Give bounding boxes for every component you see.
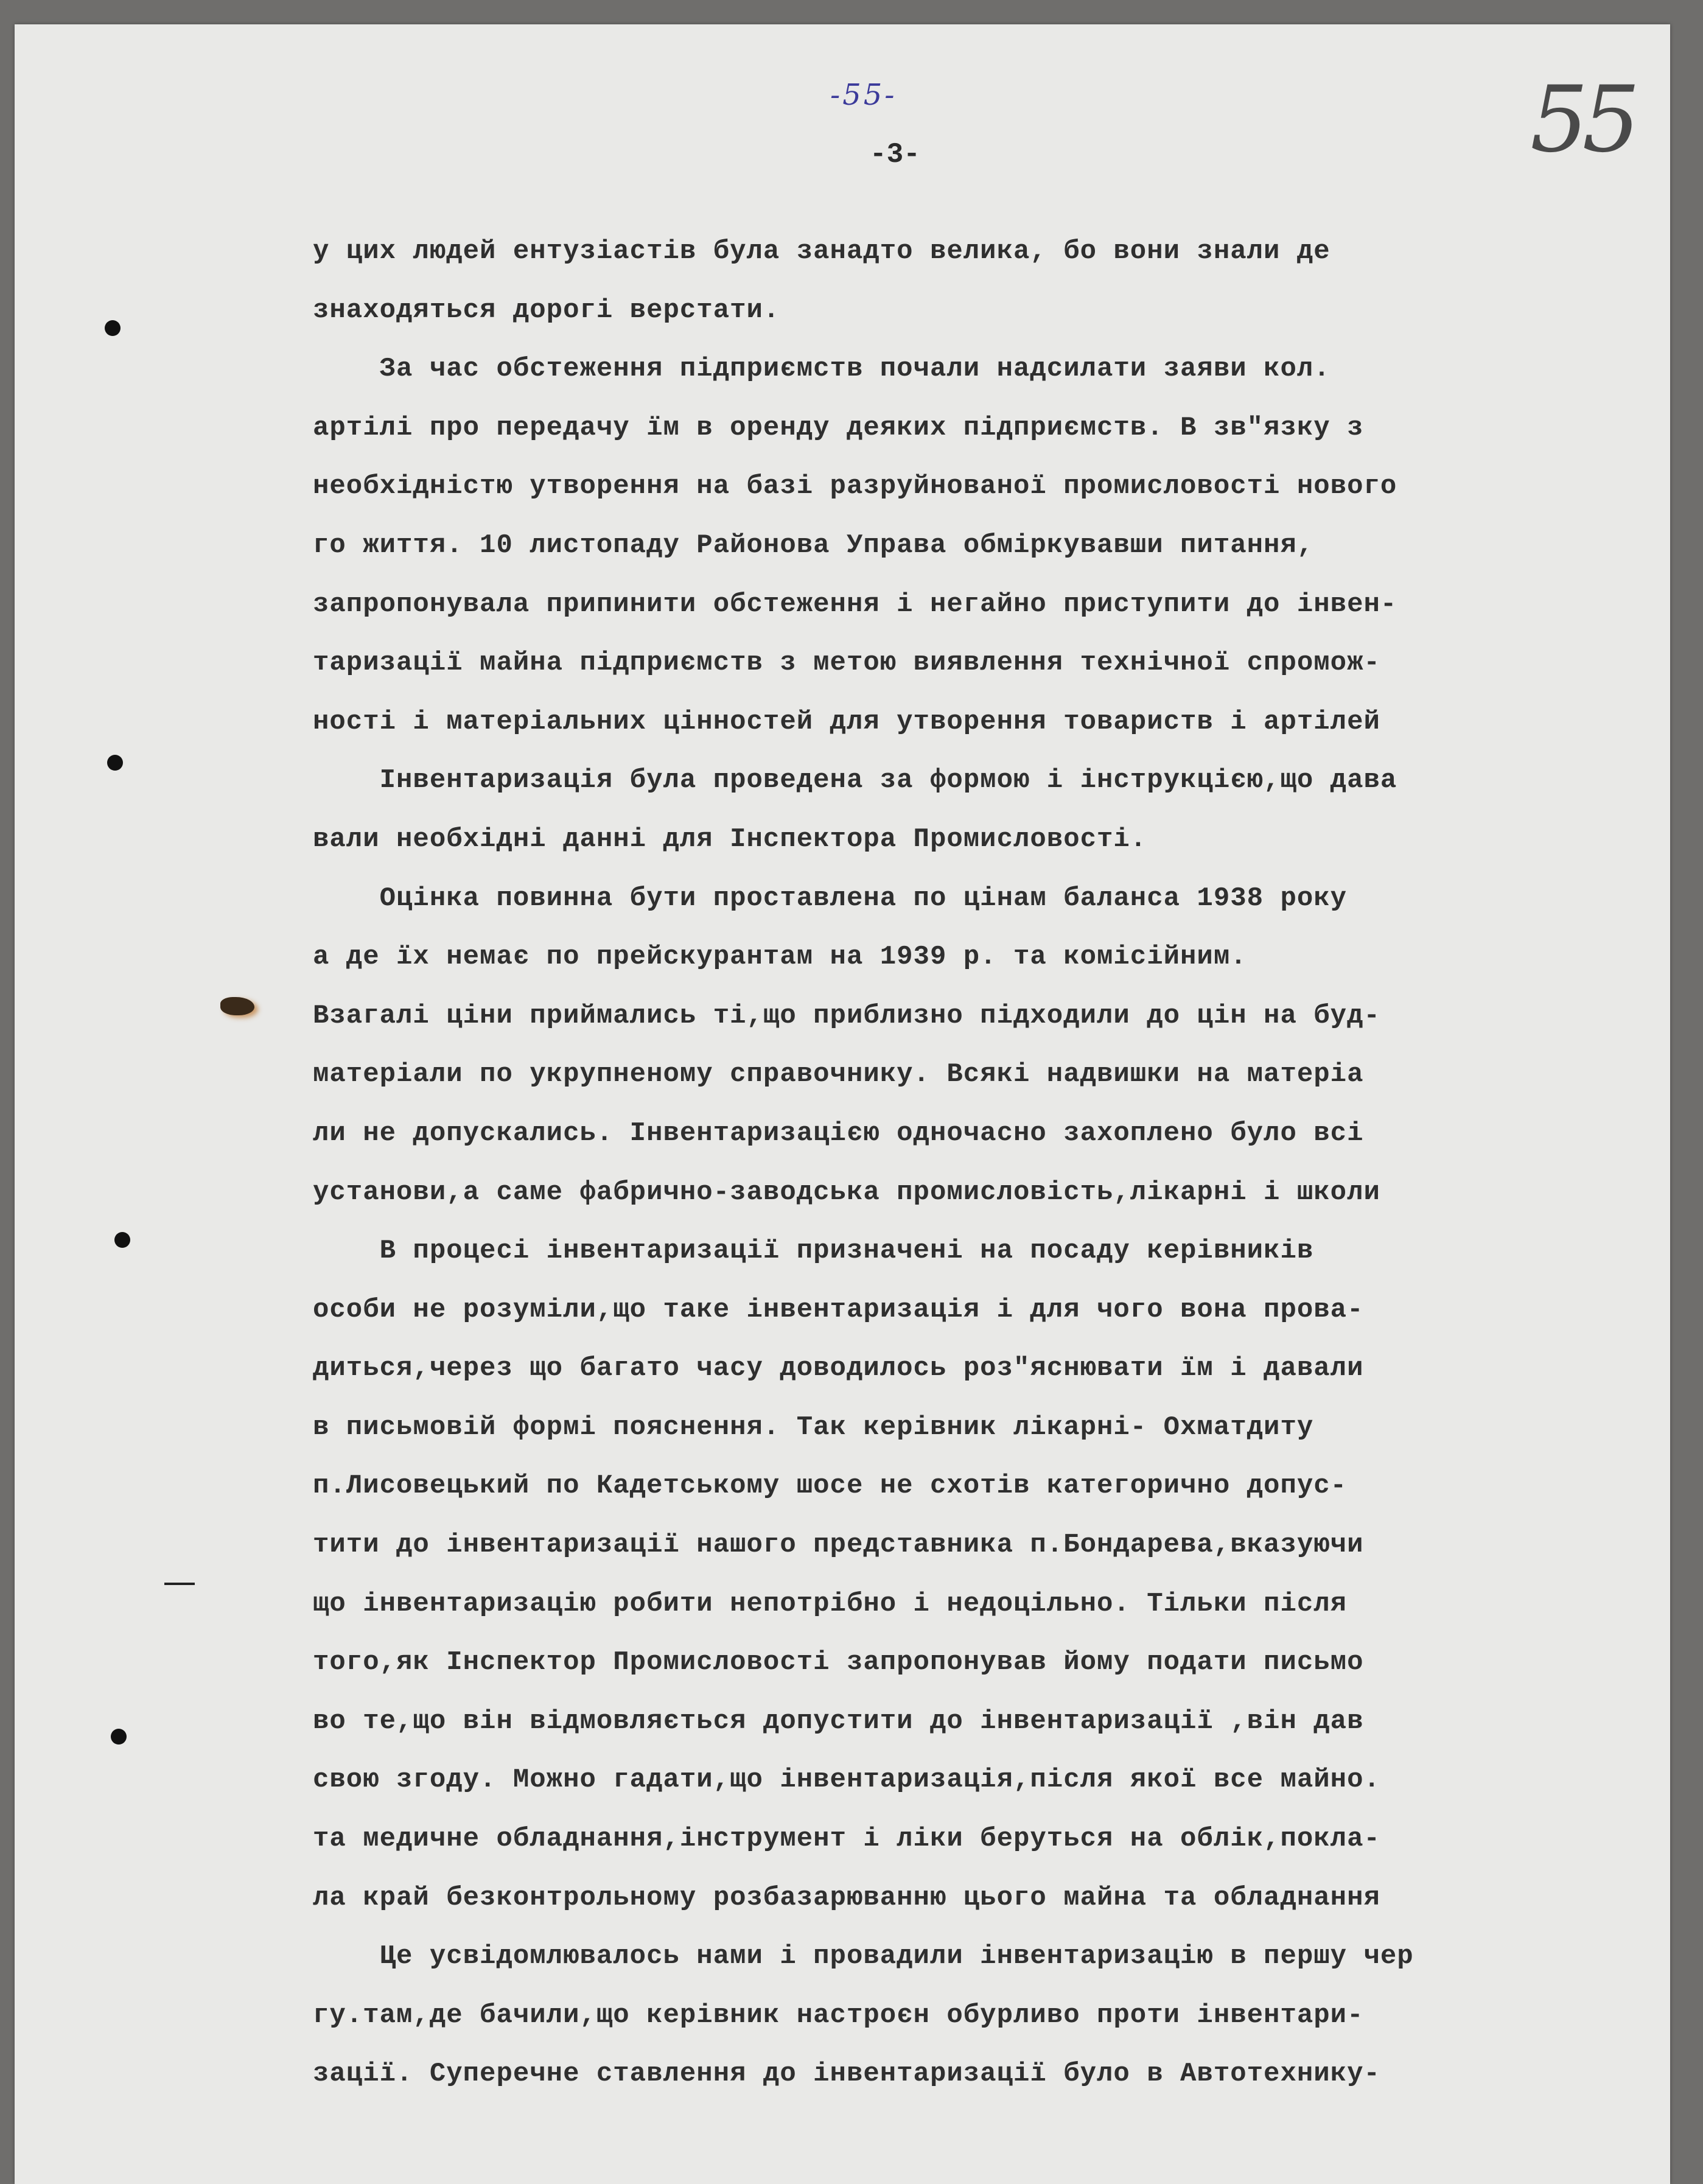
text-line: установи,а саме фабрично-заводська промисловість,лікарні і школи: [313, 1177, 1380, 1208]
text-line: ли не допускались. Інвентаризацією одночасно захоплено було всі: [313, 1118, 1364, 1149]
text-line: гу.там,де бачили,що керівник настроєн обурливо проти інвентари-: [313, 2000, 1364, 2031]
text-line: вали необхідні данні для Інспектора Промисловості.: [313, 824, 1147, 855]
text-line: Це усвідомлювалось нами і провадили інвентаризацію в першу чер: [313, 1941, 1414, 1972]
text-line: Оцінка повинна бути проставлена по цінам баланса 1938 року: [313, 883, 1348, 914]
punch-hole-icon: [105, 320, 121, 336]
punch-hole-icon: [107, 755, 123, 771]
text-line: свою згоду. Можно гадати,що інвентаризація,після якої все майно.: [313, 1765, 1380, 1796]
text-line: Інвентаризація була проведена за формою і інструкцією,що дава: [313, 765, 1397, 796]
text-line: особи не розуміли,що таке інвентаризація і для чого вона прова-: [313, 1294, 1364, 1325]
typed-page-number: -3-: [870, 139, 920, 170]
text-line: Взагалі ціни приймались ті,що приблизно підходили до цін на буд-: [313, 1000, 1380, 1031]
text-line: знаходяться дорогі верстати.: [313, 295, 780, 326]
text-line: у цих людей ентузіастів була занадто велика, бо вони знали де: [313, 236, 1331, 267]
text-line: За час обстеження підприємств почали надсилати заяви кол.: [313, 354, 1331, 385]
text-line: го життя. 10 листопаду Районова Управа обміркувавши питання,: [313, 530, 1314, 561]
text-line: запропонувала припинити обстеження і негайно приступити до інвен-: [313, 589, 1397, 620]
ink-stain: [220, 997, 254, 1015]
document-page: [15, 24, 1670, 2184]
punch-hole-icon: [114, 1232, 130, 1248]
text-line: ності і матеріальних цінностей для утворення товариств і артілей: [313, 706, 1380, 737]
text-line: що інвентаризацію робити непотрібно і недоцільно. Тільки після: [313, 1588, 1348, 1619]
text-line: а де їх немає по прейскурантам на 1939 р. та комісійним.: [313, 942, 1247, 973]
text-line: тити до інвентаризації нашого представника п.Бондарева,вказуючи: [313, 1530, 1364, 1561]
punch-hole-icon: [111, 1729, 127, 1745]
text-line: в письмовій формі пояснення. Так керівник лікарні- Охматдиту: [313, 1412, 1314, 1443]
archive-folio-number-pencil: 55: [1530, 67, 1634, 173]
text-line: матеріали по укрупненому справочнику. Всякі надвишки на матеріа: [313, 1059, 1364, 1090]
typed-text-body: [313, 222, 1634, 2104]
text-line: необхідністю утворення на базі разруйнованої промисловості нового: [313, 471, 1397, 502]
text-line: та медичне обладнання,інструмент і ліки беруться на облік,покла-: [313, 1824, 1380, 1855]
archive-folio-number-ink: -55-: [830, 78, 897, 112]
text-line: во те,що він відмовляється допустити до інвентаризації ,він дав: [313, 1706, 1364, 1737]
text-line: артілі про передачу їм в оренду деяких підприємств. В зв"язку з: [313, 412, 1364, 443]
text-line: п.Лисовецький по Кадетському шосе не схотів категорично допус-: [313, 1471, 1348, 1502]
text-line: диться,через що багато часу доводилось роз"яснювати їм і давали: [313, 1353, 1364, 1384]
text-line: зації. Суперечне ставлення до інвентаризації було в Автотехнику-: [313, 2059, 1380, 2090]
text-line: таризації майна підприємств з метою виявлення технічної спромож-: [313, 648, 1380, 679]
text-line: ла край безконтрольному розбазарюванню цього майна та обладнання: [313, 1882, 1380, 1913]
text-line: В процесі інвентаризації призначені на посаду керівників: [313, 1236, 1314, 1267]
margin-mark: [164, 1583, 195, 1585]
text-line: того,як Інспектор Промисловості запропонував йому подати письмо: [313, 1647, 1364, 1678]
